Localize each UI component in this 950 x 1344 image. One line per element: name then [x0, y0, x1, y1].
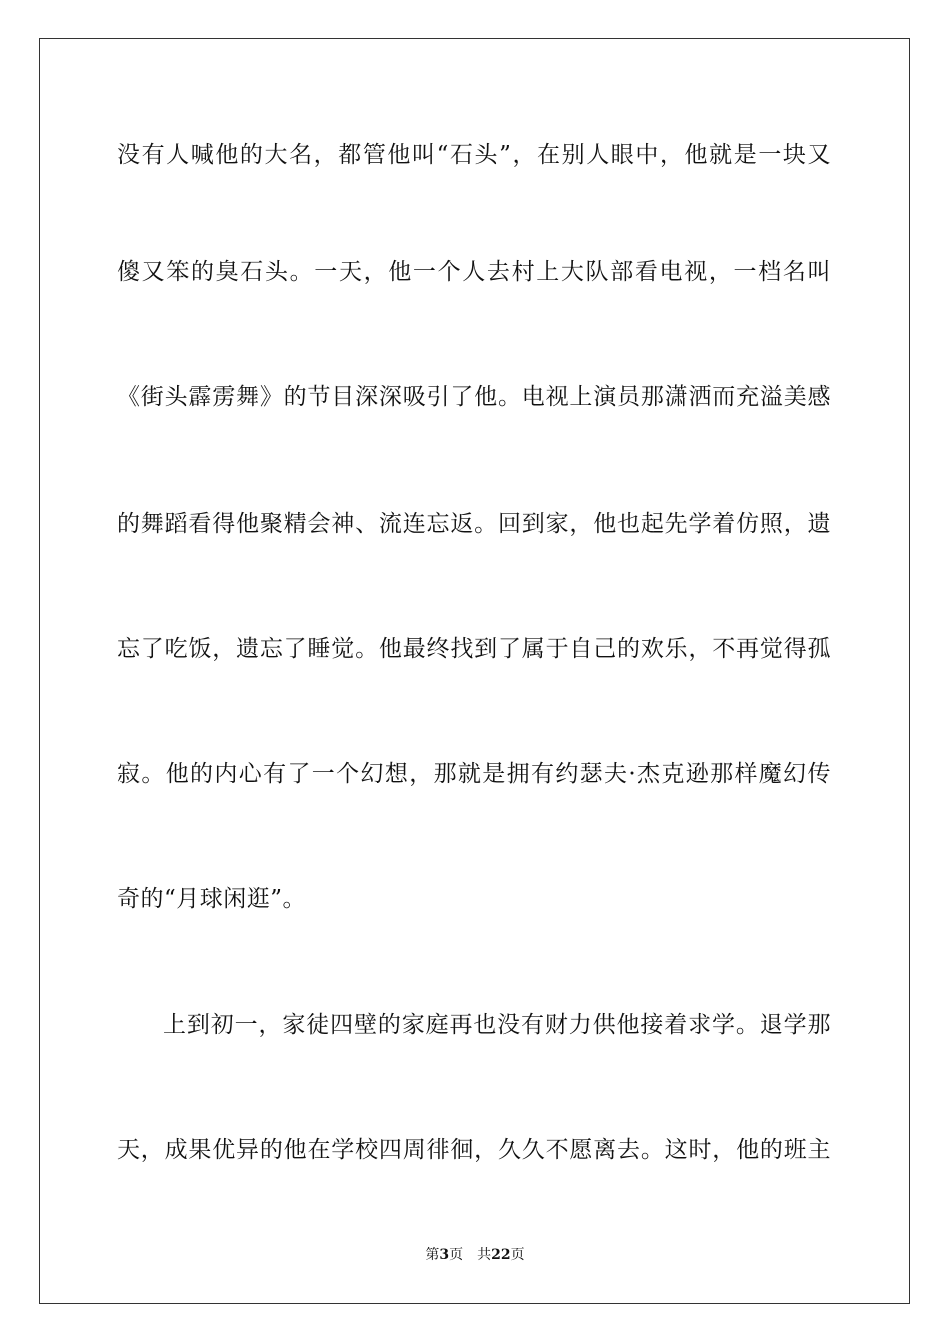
- text-line-2: 傻又笨的臭石头。一天，他一个人去村上大队部看电视，一档名叫: [117, 259, 831, 285]
- total-prefix: 共: [477, 1247, 492, 1263]
- text-line-1: 没有人喊他的大名，都管他叫“石头”，在别人眼中，他就是一块又: [117, 142, 831, 168]
- text-line-4: 的舞蹈看得他聚精会神、流连忘返。回到家，他也起先学着仿照，遗: [117, 511, 831, 537]
- page-number: 3: [439, 1247, 450, 1263]
- page-footer: [0, 1246, 950, 1264]
- text-line-9: 天，成果优异的他在学校四周徘徊，久久不愿离去。这时，他的班主: [117, 1137, 831, 1163]
- total-suffix: 页: [510, 1247, 525, 1263]
- paragraph-start-line: 上到初一，家徒四壁的家庭再也没有财力供他接着求学。退学那: [163, 1012, 831, 1038]
- text-line-6: 寂。他的内心有了一个幻想，那就是拥有约瑟夫·杰克逊那样魔幻传: [117, 761, 831, 787]
- total-pages: 22: [491, 1247, 511, 1263]
- text-line-7: 奇的“月球闲逛”。: [117, 886, 307, 912]
- page-border: [39, 38, 910, 1304]
- page-suffix: 页: [449, 1247, 464, 1263]
- text-line-5: 忘了吃饭，遗忘了睡觉。他最终找到了属于自己的欢乐，不再觉得孤: [117, 636, 831, 662]
- text-line-3: 《街头霹雳舞》的节目深深吸引了他。电视上演员那潇洒而充溢美感: [117, 384, 831, 410]
- page-prefix: 第: [425, 1247, 440, 1263]
